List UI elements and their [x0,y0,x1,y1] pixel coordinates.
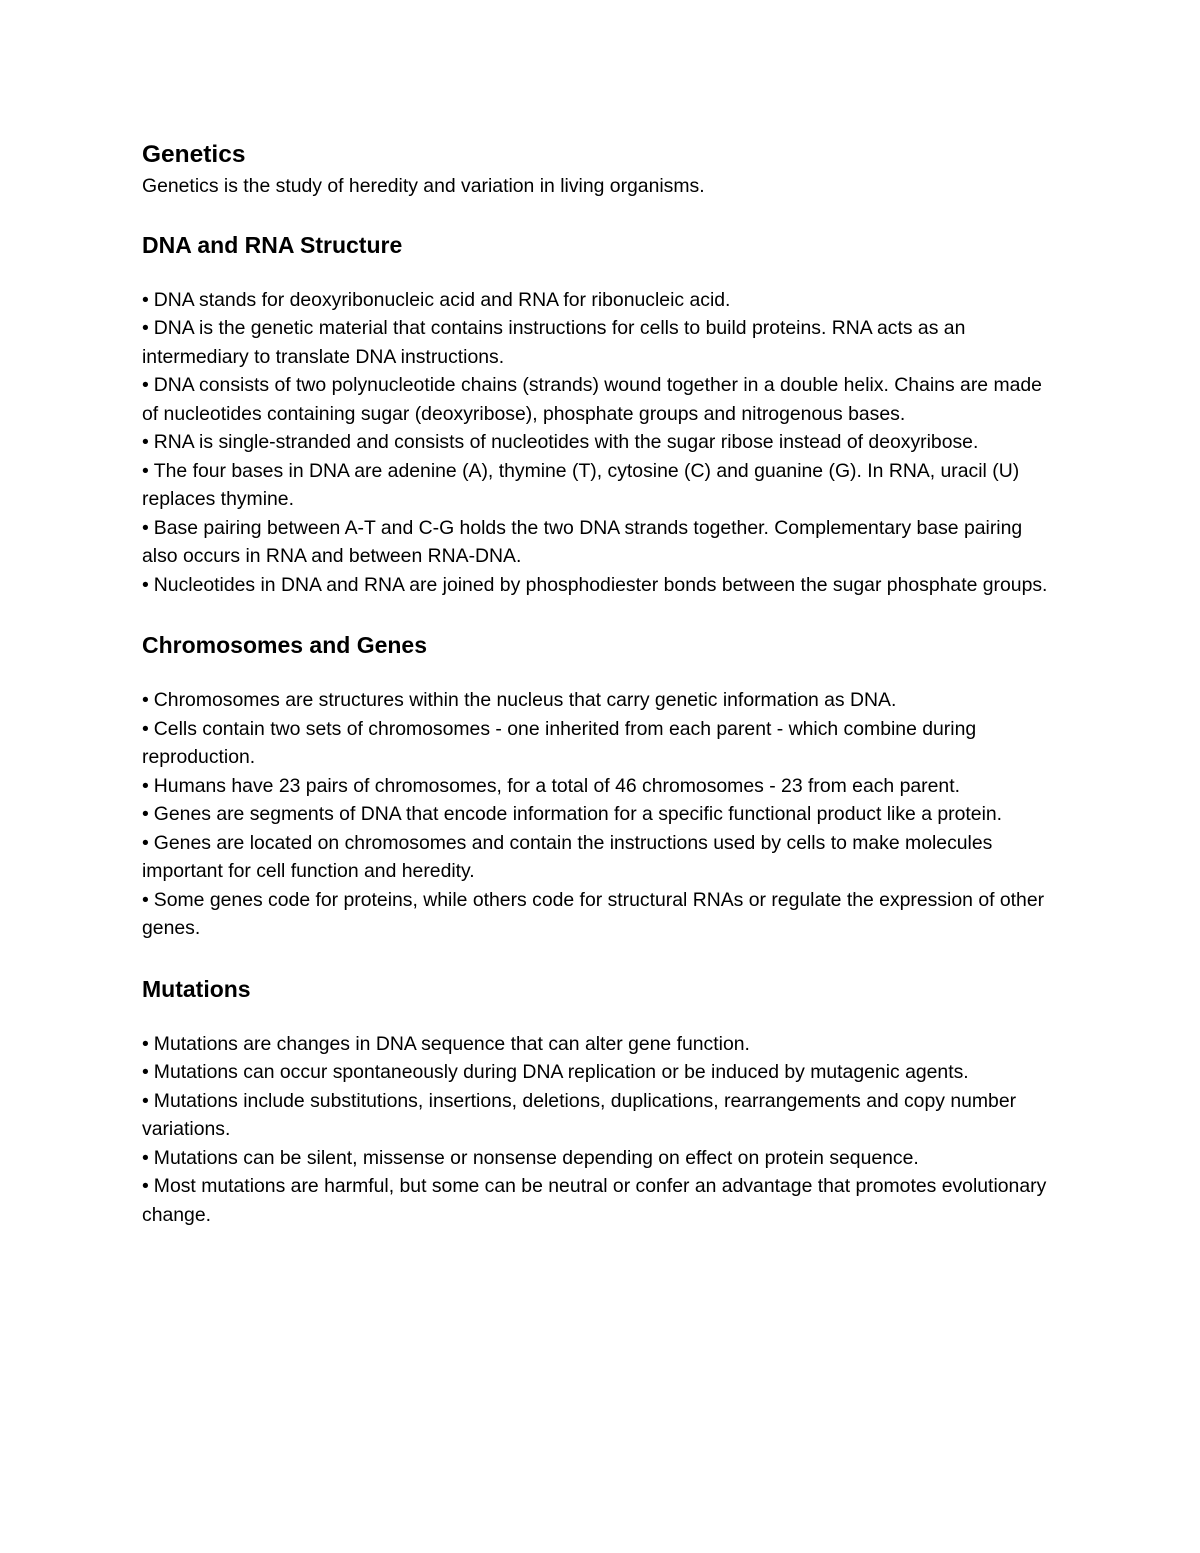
bullet-text: RNA is single-stranded and consists of nucleotides with the sugar ribose instead of deoxyribose. [153,431,979,453]
bullet-mark: • [142,288,149,311]
heading-spacer [142,262,1062,286]
bullet-mark: • [142,689,149,711]
bullet-item [142,1058,1062,1087]
bullet-item [142,571,1062,600]
bullet-text: Mutations include substitutions, insertions, deletions, duplications, rearrangements and copy number variations. [142,1089,1017,1140]
bullet-mark: • [142,516,149,539]
bullet-mark: • [142,431,149,453]
bullet-mark: • [142,803,149,825]
bullet-text: DNA is the genetic material that contains instructions for cells to build proteins. RNA acts as an intermediary to translate DNA instructions. [142,317,966,368]
bullet-text: Nucleotides in DNA and RNA are joined by phosphodiester bonds between the sugar phosphate groups. [153,573,1048,596]
bullet-item [142,1030,1062,1059]
bullet-item [142,286,1062,315]
bullet-mark: • [142,317,149,339]
bullet-text: Mutations can occur spontaneously during DNA replication or be induced by mutagenic agents. [153,1061,969,1083]
bullet-item [142,457,1062,514]
bullet-mark: • [142,774,149,797]
bullet-item [142,772,1062,801]
bullet-item [142,829,1062,886]
bullet-item [142,514,1062,571]
bullet-mark: • [142,573,149,596]
bullet-mark: • [142,1146,149,1169]
bullet-item [142,371,1062,428]
bullet-item [142,428,1062,457]
bullet-text: The four bases in DNA are adenine (A), thymine (T), cytosine (C) and guanine (G). In RNA, uracil (U) replaces thymine. [142,459,1020,510]
section-heading: DNA and RNA Structure [142,231,403,258]
bullet-item [142,886,1062,943]
bullet-item [142,1087,1062,1144]
bullet-text: Base pairing between A-T and C-G holds the two DNA strands together. Complementary base pairing also occurs in RNA and between RNA-DNA. [142,516,1023,567]
bullet-text: Chromosomes are structures within the nucleus that carry genetic information as DNA. [153,689,897,711]
bullet-text: Most mutations are harmful, but some can be neutral or confer an advantage that promotes evolutionary change. [142,1175,1047,1226]
section-chromosomes-genes [142,628,1062,943]
bullet-item [142,1172,1062,1229]
bullet-mark: • [142,374,149,396]
bullet-text: Genes are located on chromosomes and contain the instructions used by cells to make molecules important for cell function and heredity. [142,831,993,882]
bullet-mark: • [142,717,149,740]
bullet-list [142,286,1062,600]
bullet-list [142,1030,1062,1230]
bullet-mark: • [142,1175,149,1197]
section-heading: Chromosomes and Genes [142,632,428,658]
bullet-mark: • [142,831,149,854]
bullet-text: Genes are segments of DNA that encode information for a specific functional product like a protein. [153,803,1003,825]
bullet-mark: • [142,459,149,482]
bullet-item [142,715,1062,772]
bullet-mark: • [142,1061,149,1083]
intro-paragraph: Genetics is the study of heredity and variation in living organisms. [142,175,705,197]
bullet-mark: • [142,1032,149,1055]
bullet-text: Cells contain two sets of chromosomes - one inherited from each parent - which combine during reproduction. [142,717,977,768]
bullet-item [142,686,1062,715]
bullet-item [142,314,1062,371]
bullet-text: Humans have 23 pairs of chromosomes, for a total of 46 chromosomes - 23 from each parent. [153,774,960,797]
bullet-item [142,1144,1062,1173]
section-dna-rna-structure [142,228,1062,600]
document-title: Genetics [142,141,246,168]
bullet-text: DNA stands for deoxyribonucleic acid and RNA for ribonucleic acid. [153,288,731,311]
bullet-mark: • [142,888,149,911]
section-mutations [142,972,1062,1230]
section-heading: Mutations [142,975,251,1002]
document-page [142,138,1062,1229]
bullet-text: Mutations are changes in DNA sequence that can alter gene function. [153,1032,750,1055]
bullet-list [142,686,1062,943]
heading-spacer [142,662,1062,686]
heading-spacer [142,1006,1062,1030]
bullet-text: DNA consists of two polynucleotide chains (strands) wound together in a double helix. Chains are made of nucleotides containing sugar (deoxyribose), phosphate groups and nitrogenous bases. [142,374,1042,425]
bullet-item [142,800,1062,829]
bullet-mark: • [142,1089,149,1112]
bullet-text: Mutations can be silent, missense or nonsense depending on effect on protein sequence. [153,1146,919,1169]
bullet-text: Some genes code for proteins, while others code for structural RNAs or regulate the expression of other genes. [142,888,1045,939]
